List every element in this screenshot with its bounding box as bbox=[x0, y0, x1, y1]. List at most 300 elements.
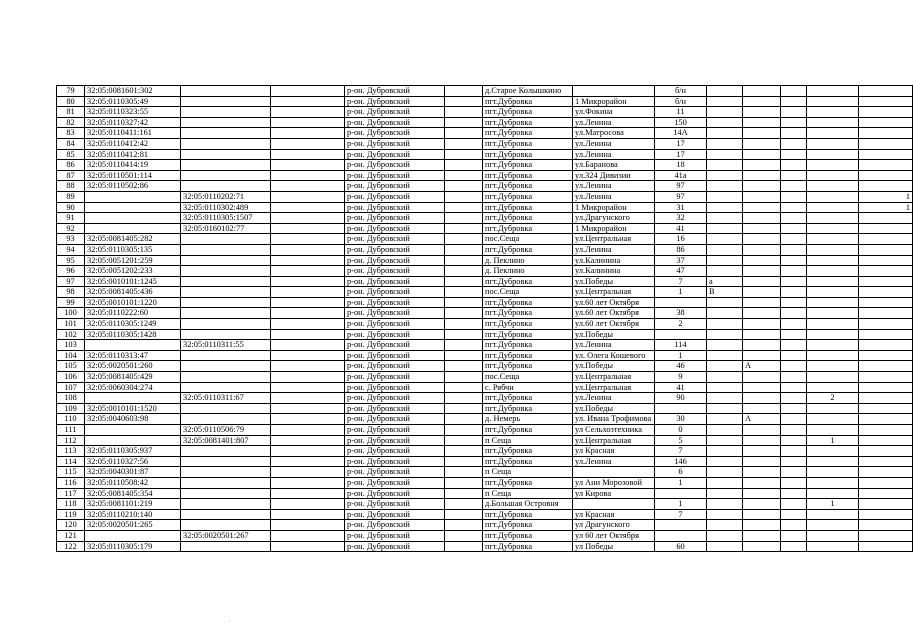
cell-letter-alt bbox=[743, 128, 781, 139]
cell-cadastral-number-alt bbox=[181, 107, 271, 118]
cell-settlement: п Сеща bbox=[483, 435, 573, 446]
cell-letter bbox=[707, 181, 743, 192]
cell-row-number: 85 bbox=[57, 149, 85, 160]
cell-cadastral-number bbox=[85, 425, 181, 436]
cell-count bbox=[807, 160, 859, 171]
cell-count-alt bbox=[859, 530, 913, 541]
table-row bbox=[57, 319, 913, 330]
cell-count bbox=[807, 530, 859, 541]
cell-empty-col bbox=[781, 509, 807, 520]
cell-letter-alt bbox=[743, 329, 781, 340]
cell-house-number: 41 bbox=[655, 223, 707, 234]
table-row bbox=[57, 160, 913, 171]
cell-cadastral-number-alt bbox=[181, 297, 271, 308]
table-row bbox=[57, 499, 913, 510]
cell-letter-alt bbox=[743, 488, 781, 499]
cell-cadastral-number-alt bbox=[181, 456, 271, 467]
cell-letter bbox=[707, 541, 743, 552]
cell-street: ул.Ленина bbox=[573, 138, 655, 149]
cell-empty-col bbox=[271, 477, 345, 488]
table-row bbox=[57, 86, 913, 97]
cell-district: р-он. Дубровский bbox=[345, 425, 445, 436]
cell-empty-col bbox=[271, 435, 345, 446]
cell-cadastral-number: 32:05:0110313:47 bbox=[85, 350, 181, 361]
cell-empty-col bbox=[781, 488, 807, 499]
cell-cadastral-number: 32:05:0110327:56 bbox=[85, 456, 181, 467]
cell-cadastral-number-alt bbox=[181, 86, 271, 97]
cell-district: р-он. Дубровский bbox=[345, 403, 445, 414]
cell-letter-alt bbox=[743, 287, 781, 298]
cell-count-alt bbox=[859, 414, 913, 425]
cell-row-number: 93 bbox=[57, 234, 85, 245]
cell-cadastral-number bbox=[85, 340, 181, 351]
cell-letter bbox=[707, 107, 743, 118]
cell-cadastral-number-alt bbox=[181, 488, 271, 499]
cell-empty-col bbox=[271, 191, 345, 202]
cell-cadastral-number bbox=[85, 530, 181, 541]
cell-count-alt bbox=[859, 467, 913, 478]
table-row bbox=[57, 435, 913, 446]
table-row bbox=[57, 234, 913, 245]
cell-count-alt bbox=[859, 340, 913, 351]
cell-settlement: пгт.Дубровка bbox=[483, 138, 573, 149]
cell-empty-col bbox=[781, 361, 807, 372]
cell-row-number: 120 bbox=[57, 520, 85, 531]
cell-street: ул.Ленина bbox=[573, 191, 655, 202]
cell-letter-alt bbox=[743, 477, 781, 488]
cell-row-number: 115 bbox=[57, 467, 85, 478]
cell-row-number: 79 bbox=[57, 86, 85, 97]
cell-house-number: 90 bbox=[655, 393, 707, 404]
cell-count bbox=[807, 456, 859, 467]
cell-letter bbox=[707, 382, 743, 393]
cell-street: ул Драгунского bbox=[573, 520, 655, 531]
cell-row-number: 112 bbox=[57, 435, 85, 446]
cell-settlement: пгт.Дубровка bbox=[483, 329, 573, 340]
cell-house-number: 9 bbox=[655, 372, 707, 383]
cell-empty-col bbox=[445, 138, 483, 149]
table-row bbox=[57, 446, 913, 457]
cell-district: р-он. Дубровский bbox=[345, 276, 445, 287]
cell-row-number: 89 bbox=[57, 191, 85, 202]
cell-row-number: 94 bbox=[57, 244, 85, 255]
cell-empty-col bbox=[781, 107, 807, 118]
cell-street: ул.Ленина bbox=[573, 181, 655, 192]
cell-letter-alt bbox=[743, 403, 781, 414]
cell-count-alt bbox=[859, 499, 913, 510]
cell-settlement: пгт.Дубровка bbox=[483, 297, 573, 308]
cell-house-number: 60 bbox=[655, 541, 707, 552]
cell-empty-col bbox=[445, 446, 483, 457]
cell-cadastral-number: 32:05:0010101:1245 bbox=[85, 276, 181, 287]
cell-cadastral-number-alt bbox=[181, 361, 271, 372]
cell-settlement: пгт.Дубровка bbox=[483, 446, 573, 457]
cell-district: р-он. Дубровский bbox=[345, 541, 445, 552]
cell-empty-col bbox=[781, 138, 807, 149]
cell-street: ул.Калинина bbox=[573, 266, 655, 277]
cell-district: р-он. Дубровский bbox=[345, 117, 445, 128]
cell-settlement: пгт.Дубровка bbox=[483, 117, 573, 128]
cell-letter-alt bbox=[743, 276, 781, 287]
cell-empty-col bbox=[445, 456, 483, 467]
table-row bbox=[57, 297, 913, 308]
cell-empty-col bbox=[445, 276, 483, 287]
cell-street: ул 60 лет Октября bbox=[573, 530, 655, 541]
cell-count bbox=[807, 86, 859, 97]
cell-row-number: 84 bbox=[57, 138, 85, 149]
table-row bbox=[57, 202, 913, 213]
cell-cadastral-number-alt bbox=[181, 509, 271, 520]
cell-settlement: пос.Сеща bbox=[483, 287, 573, 298]
cell-letter-alt bbox=[743, 160, 781, 171]
cell-letter bbox=[707, 520, 743, 531]
cell-street: ул.Победы bbox=[573, 276, 655, 287]
table-row bbox=[57, 425, 913, 436]
cell-empty-col bbox=[781, 213, 807, 224]
cell-letter bbox=[707, 329, 743, 340]
cell-street: ул.Драгунского bbox=[573, 213, 655, 224]
cell-settlement: пгт.Дубровка bbox=[483, 308, 573, 319]
cell-house-number: 5 bbox=[655, 435, 707, 446]
cell-count-alt bbox=[859, 329, 913, 340]
cell-letter bbox=[707, 191, 743, 202]
cell-letter-alt bbox=[743, 138, 781, 149]
cell-street: 1 Микрорайон bbox=[573, 202, 655, 213]
cell-settlement: пос.Сеща bbox=[483, 234, 573, 245]
cell-street: ул.Калинина bbox=[573, 255, 655, 266]
cell-letter-alt bbox=[743, 96, 781, 107]
table-row bbox=[57, 138, 913, 149]
cell-cadastral-number-alt: 32:05:0110311:55 bbox=[181, 340, 271, 351]
cell-letter bbox=[707, 340, 743, 351]
cell-count-alt bbox=[859, 138, 913, 149]
cell-row-number: 117 bbox=[57, 488, 85, 499]
cell-house-number: 7 bbox=[655, 509, 707, 520]
cell-house-number: 0 bbox=[655, 425, 707, 436]
cell-empty-col bbox=[781, 372, 807, 383]
cell-street: ул.Центральная bbox=[573, 287, 655, 298]
cell-empty-col bbox=[781, 181, 807, 192]
cell-count bbox=[807, 382, 859, 393]
table-row bbox=[57, 170, 913, 181]
cell-empty-col bbox=[781, 266, 807, 277]
cell-street: ул.Матросова bbox=[573, 128, 655, 139]
cell-empty-col bbox=[271, 107, 345, 118]
cell-empty-col bbox=[781, 520, 807, 531]
cell-empty-col bbox=[445, 477, 483, 488]
cell-empty-col bbox=[445, 297, 483, 308]
cell-settlement: пгт.Дубровка bbox=[483, 107, 573, 118]
cell-empty-col bbox=[781, 308, 807, 319]
cell-empty-col bbox=[271, 467, 345, 478]
cell-row-number: 91 bbox=[57, 213, 85, 224]
cell-row-number: 121 bbox=[57, 530, 85, 541]
cell-row-number: 98 bbox=[57, 287, 85, 298]
cell-letter bbox=[707, 509, 743, 520]
cell-house-number bbox=[655, 488, 707, 499]
cell-letter-alt bbox=[743, 456, 781, 467]
cell-district: р-он. Дубровский bbox=[345, 213, 445, 224]
cell-settlement: пгт.Дубровка bbox=[483, 403, 573, 414]
cell-street: ул.Победы bbox=[573, 403, 655, 414]
cell-count-alt bbox=[859, 160, 913, 171]
cell-cadastral-number: 32:05:0081601:302 bbox=[85, 86, 181, 97]
cell-empty-col bbox=[445, 329, 483, 340]
cell-district: р-он. Дубровский bbox=[345, 446, 445, 457]
cell-empty-col bbox=[271, 96, 345, 107]
cell-empty-col bbox=[445, 287, 483, 298]
cell-empty-col bbox=[781, 467, 807, 478]
cell-district: р-он. Дубровский bbox=[345, 509, 445, 520]
cell-cadastral-number: 32:05:0060304:274 bbox=[85, 382, 181, 393]
cell-empty-col bbox=[781, 287, 807, 298]
cell-empty-col bbox=[271, 149, 345, 160]
cell-street: ул Сельхозтехника bbox=[573, 425, 655, 436]
table-row bbox=[57, 287, 913, 298]
cell-cadastral-number: 32:05:0040301:87 bbox=[85, 467, 181, 478]
cell-cadastral-number-alt bbox=[181, 287, 271, 298]
cell-count bbox=[807, 255, 859, 266]
cell-empty-col bbox=[445, 234, 483, 245]
cell-house-number: 114 bbox=[655, 340, 707, 351]
cell-street: ул.324 Дивизии bbox=[573, 170, 655, 181]
cell-settlement: пгт.Дубровка bbox=[483, 223, 573, 234]
cell-letter-alt bbox=[743, 340, 781, 351]
cell-letter bbox=[707, 467, 743, 478]
cell-cadastral-number bbox=[85, 202, 181, 213]
cell-district: р-он. Дубровский bbox=[345, 244, 445, 255]
table-row bbox=[57, 276, 913, 287]
cell-empty-col bbox=[781, 329, 807, 340]
cell-letter bbox=[707, 266, 743, 277]
cell-empty-col bbox=[271, 361, 345, 372]
cell-count-alt bbox=[859, 403, 913, 414]
cell-street: ул Красная bbox=[573, 509, 655, 520]
cell-house-number bbox=[655, 329, 707, 340]
cell-empty-col bbox=[271, 202, 345, 213]
cell-house-number: 150 bbox=[655, 117, 707, 128]
cell-cadastral-number: 32:05:0110305:49 bbox=[85, 96, 181, 107]
cell-empty-col bbox=[781, 255, 807, 266]
cell-row-number: 83 bbox=[57, 128, 85, 139]
cell-letter-alt bbox=[743, 372, 781, 383]
cell-cadastral-number: 32:05:0110305:135 bbox=[85, 244, 181, 255]
cell-street: ул Красная bbox=[573, 446, 655, 457]
cell-count bbox=[807, 403, 859, 414]
cell-district: р-он. Дубровский bbox=[345, 181, 445, 192]
table-row bbox=[57, 488, 913, 499]
table-row bbox=[57, 509, 913, 520]
cell-count bbox=[807, 446, 859, 457]
cell-letter-alt bbox=[743, 467, 781, 478]
cell-count bbox=[807, 287, 859, 298]
cell-empty-col bbox=[445, 255, 483, 266]
cell-house-number: 16 bbox=[655, 234, 707, 245]
cell-cadastral-number: 32:05:0110305:1249 bbox=[85, 319, 181, 330]
cell-district: р-он. Дубровский bbox=[345, 499, 445, 510]
cell-count bbox=[807, 467, 859, 478]
cell-settlement: пгт.Дубровка bbox=[483, 191, 573, 202]
cell-empty-col bbox=[271, 181, 345, 192]
cell-empty-col bbox=[445, 425, 483, 436]
cell-district: р-он. Дубровский bbox=[345, 234, 445, 245]
cell-letter-alt bbox=[743, 223, 781, 234]
cell-letter-alt bbox=[743, 425, 781, 436]
cell-letter-alt bbox=[743, 319, 781, 330]
cell-letter bbox=[707, 223, 743, 234]
cell-district: р-он. Дубровский bbox=[345, 128, 445, 139]
cell-letter bbox=[707, 350, 743, 361]
table-row bbox=[57, 350, 913, 361]
cell-street: ул.60 лет Октября bbox=[573, 308, 655, 319]
cell-empty-col bbox=[445, 128, 483, 139]
cell-count-alt bbox=[859, 255, 913, 266]
cell-house-number: 1 bbox=[655, 499, 707, 510]
cell-empty-col bbox=[271, 297, 345, 308]
cell-count-alt bbox=[859, 350, 913, 361]
cell-settlement: пгт.Дубровка bbox=[483, 319, 573, 330]
table-row bbox=[57, 117, 913, 128]
cell-empty-col bbox=[271, 266, 345, 277]
cell-district: р-он. Дубровский bbox=[345, 202, 445, 213]
cell-empty-col bbox=[781, 191, 807, 202]
cell-cadastral-number-alt bbox=[181, 446, 271, 457]
cell-letter-alt: А bbox=[743, 414, 781, 425]
cell-empty-col bbox=[271, 213, 345, 224]
cell-empty-col bbox=[445, 393, 483, 404]
cell-row-number: 87 bbox=[57, 170, 85, 181]
cell-count-alt bbox=[859, 266, 913, 277]
cell-empty-col bbox=[445, 191, 483, 202]
cell-cadastral-number: 32:05:0040603:98 bbox=[85, 414, 181, 425]
cell-empty-col bbox=[271, 530, 345, 541]
cell-empty-col bbox=[271, 160, 345, 171]
cell-empty-col bbox=[781, 276, 807, 287]
cell-cadastral-number-alt bbox=[181, 414, 271, 425]
cell-letter bbox=[707, 446, 743, 457]
cell-district: р-он. Дубровский bbox=[345, 319, 445, 330]
cell-letter bbox=[707, 86, 743, 97]
cell-house-number: б/н bbox=[655, 96, 707, 107]
cell-count bbox=[807, 202, 859, 213]
cell-empty-col bbox=[445, 499, 483, 510]
cell-cadastral-number-alt: 32:05:0110311:67 bbox=[181, 393, 271, 404]
cell-empty-col bbox=[781, 202, 807, 213]
cell-empty-col bbox=[781, 128, 807, 139]
cell-empty-col bbox=[445, 308, 483, 319]
cell-street: ул.Фокина bbox=[573, 107, 655, 118]
cell-cadastral-number: 32:05:0051201:259 bbox=[85, 255, 181, 266]
cell-street: ул.Баранова bbox=[573, 160, 655, 171]
cell-letter bbox=[707, 361, 743, 372]
cell-settlement: пгт.Дубровка bbox=[483, 530, 573, 541]
cell-cadastral-number: 32:05:0081405:429 bbox=[85, 372, 181, 383]
cell-district: р-он. Дубровский bbox=[345, 467, 445, 478]
cell-letter-alt bbox=[743, 297, 781, 308]
cell-district: р-он. Дубровский bbox=[345, 414, 445, 425]
cell-cadastral-number: 32:05:0081405:354 bbox=[85, 488, 181, 499]
cell-settlement: пгт.Дубровка bbox=[483, 477, 573, 488]
cell-settlement: д.Старое Колышкино bbox=[483, 86, 573, 97]
cell-cadastral-number-alt: 32:05:0020501:267 bbox=[181, 530, 271, 541]
cell-row-number: 102 bbox=[57, 329, 85, 340]
cell-district: р-он. Дубровский bbox=[345, 340, 445, 351]
cell-empty-col bbox=[271, 128, 345, 139]
cell-row-number: 110 bbox=[57, 414, 85, 425]
cell-letter bbox=[707, 372, 743, 383]
cell-row-number: 108 bbox=[57, 393, 85, 404]
cell-row-number: 95 bbox=[57, 255, 85, 266]
cell-empty-col bbox=[781, 117, 807, 128]
cell-empty-col bbox=[781, 499, 807, 510]
cell-street: 1 Микрорайон bbox=[573, 96, 655, 107]
address-registry-table bbox=[56, 85, 913, 552]
cell-empty-col bbox=[445, 509, 483, 520]
cell-empty-col bbox=[445, 340, 483, 351]
cell-cadastral-number: 32:05:0110222:60 bbox=[85, 308, 181, 319]
cell-cadastral-number: 32:05:0010101:1220 bbox=[85, 297, 181, 308]
cell-cadastral-number-alt: 32:05:0110506:79 bbox=[181, 425, 271, 436]
cell-letter bbox=[707, 202, 743, 213]
cell-count bbox=[807, 425, 859, 436]
cell-letter bbox=[707, 477, 743, 488]
cell-empty-col bbox=[271, 86, 345, 97]
cell-letter-alt bbox=[743, 86, 781, 97]
table-row bbox=[57, 467, 913, 478]
cell-count-alt bbox=[859, 456, 913, 467]
cell-settlement: д. Пеклино bbox=[483, 266, 573, 277]
cell-house-number: 41а bbox=[655, 170, 707, 181]
cell-letter bbox=[707, 425, 743, 436]
cell-empty-col bbox=[271, 287, 345, 298]
cell-empty-col bbox=[445, 202, 483, 213]
cell-row-number: 81 bbox=[57, 107, 85, 118]
cell-row-number: 99 bbox=[57, 297, 85, 308]
cell-letter bbox=[707, 213, 743, 224]
cell-letter bbox=[707, 96, 743, 107]
cell-cadastral-number-alt bbox=[181, 308, 271, 319]
cell-settlement: пгт.Дубровка bbox=[483, 128, 573, 139]
cell-cadastral-number-alt bbox=[181, 477, 271, 488]
cell-street: ул.Центральная bbox=[573, 234, 655, 245]
cell-cadastral-number-alt: 32:05:0160102:77 bbox=[181, 223, 271, 234]
cell-count-alt: 1 bbox=[859, 202, 913, 213]
cell-letter-alt bbox=[743, 149, 781, 160]
cell-count bbox=[807, 329, 859, 340]
cell-count bbox=[807, 361, 859, 372]
cell-empty-col bbox=[781, 223, 807, 234]
cell-count-alt bbox=[859, 287, 913, 298]
cell-house-number: 1 bbox=[655, 287, 707, 298]
cell-empty-col bbox=[781, 530, 807, 541]
cell-cadastral-number-alt bbox=[181, 255, 271, 266]
cell-cadastral-number: 32:05:0081405:436 bbox=[85, 287, 181, 298]
cell-empty-col bbox=[445, 382, 483, 393]
cell-count-alt bbox=[859, 276, 913, 287]
cell-count-alt bbox=[859, 425, 913, 436]
cell-house-number: 17 bbox=[655, 138, 707, 149]
cell-empty-col bbox=[781, 350, 807, 361]
cell-empty-col bbox=[445, 435, 483, 446]
cell-count bbox=[807, 414, 859, 425]
cell-cadastral-number: 32:05:0110502:86 bbox=[85, 181, 181, 192]
cell-empty-col bbox=[271, 319, 345, 330]
cell-count-alt bbox=[859, 181, 913, 192]
cell-house-number: 146 bbox=[655, 456, 707, 467]
cell-letter bbox=[707, 530, 743, 541]
cell-empty-col bbox=[781, 393, 807, 404]
cell-letter-alt bbox=[743, 181, 781, 192]
